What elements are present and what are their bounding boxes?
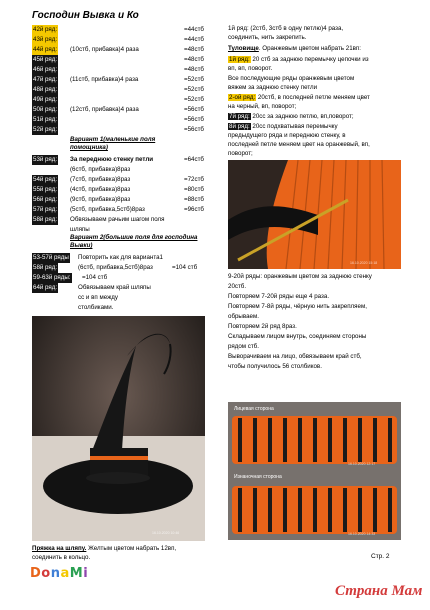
row-label: 46й ряд: xyxy=(33,66,58,73)
row2-line xyxy=(228,94,370,102)
back-timestamp: 16.10.2020 14:33 xyxy=(348,532,376,536)
row2-text: 20стб, в последней петле меняем цвет xyxy=(256,94,370,101)
row-label: 55й ряд: xyxy=(33,186,58,193)
variant1-title: Вариант 1(маленькие поля помощника) xyxy=(70,136,156,151)
row-label: 53-57й ряды xyxy=(33,254,69,261)
row-total: =56стб xyxy=(184,126,204,133)
row-label: 42й ряд: xyxy=(33,26,58,33)
row-total: =88стб xyxy=(184,196,204,203)
row-label: 51й ряд: xyxy=(33,116,58,123)
row8-line4: поворот; xyxy=(228,150,253,157)
row-label: 45й ряд: xyxy=(33,56,58,63)
row8-line2: предыдущего ряда и переднюю стенку, в xyxy=(228,132,346,139)
page-title: Господин Вывка и Ко xyxy=(32,10,139,21)
instruction-line: 9-20й ряды: оранжевым цветом за заднюю стенку xyxy=(228,273,372,280)
watermark: Страна Мам xyxy=(335,583,423,599)
row7-label: 7й ряд: xyxy=(229,113,250,120)
row-desc: (10стб, прибавка)4 раза xyxy=(70,46,139,53)
front-timestamp: 16.10.2020 12:17 xyxy=(348,462,376,466)
page-number: Стр. 2 xyxy=(371,553,390,560)
row-label: 47й ряд: xyxy=(33,76,58,83)
row7-text: 20сс за заднюю петлю, вп,поворот; xyxy=(250,113,354,120)
instruction-line: 20стб. xyxy=(228,283,247,290)
row-total: =72стб xyxy=(184,176,204,183)
row-desc: Обвязываем рачьим шагом поля xyxy=(70,216,165,223)
front-side-label: Лицевая сторона xyxy=(234,406,274,412)
logo-text: DonaMi xyxy=(30,566,89,581)
right-line2: соединить, нить закрепить. xyxy=(228,34,307,41)
row-label: 53й ряд: xyxy=(33,156,58,163)
buckle-title: Пряжка на шляпу. xyxy=(32,545,87,552)
instruction-line: Повторяем 7-8й ряды, чёрную нить закрепляем, xyxy=(228,303,367,310)
row-desc: (9стб, прибавка)8раз xyxy=(70,196,131,203)
row2-line2: на черный, вп, поворот; xyxy=(228,103,297,110)
row-label: 57й ряд: xyxy=(33,206,58,213)
row-desc: Обвязываем край шляпы xyxy=(78,284,151,291)
row-desc-cont: шляпы xyxy=(70,226,90,233)
row1-line xyxy=(228,56,369,64)
row8-text: 20сс подхватывая перемычку xyxy=(250,123,338,130)
note-line2: вяжем за заднюю стенку петли xyxy=(228,84,318,91)
row-total: =96стб xyxy=(184,206,204,213)
buckle-line1 xyxy=(32,545,176,553)
row1-line2: вп, вп, поворот. xyxy=(228,65,273,72)
row-label: 50й ряд: xyxy=(33,106,58,113)
sides-photo xyxy=(228,402,401,540)
row-total: =52стб xyxy=(184,76,204,83)
instruction-line: Складываем лицом внутрь, соединяем стороны xyxy=(228,333,367,340)
row-total: =52стб xyxy=(184,96,204,103)
row-total: =48стб xyxy=(184,56,204,63)
row-desc: (5стб, прибавка,5стб)8раз xyxy=(70,206,145,213)
row-total: =44стб xyxy=(184,36,204,43)
row1-label: 1й ряд: xyxy=(229,56,250,63)
row-label: 64й ряд: xyxy=(33,284,58,291)
row8-line xyxy=(228,123,338,131)
row8-line3: последней петле меняем цвет на оранжевый, вп, xyxy=(228,141,370,148)
row-desc-cont: сс и вп между xyxy=(78,294,118,301)
tulovishe-text: . Оранжевым цветом набрать 21вп: xyxy=(258,45,361,52)
row-label: 44й ряд: xyxy=(33,46,58,53)
back-side-label: Изнаночная сторона xyxy=(234,474,282,480)
instruction-line: обрываем. xyxy=(228,313,259,320)
instruction-line: Повторяем 2й ряд 8раз. xyxy=(228,323,297,330)
row-desc: За переднюю стенку петли xyxy=(70,156,154,163)
row-label: 58й ряд: xyxy=(33,216,58,223)
row8-label: 8й ряд: xyxy=(229,123,250,130)
hat-photo xyxy=(32,316,205,541)
hat-timestamp: 16.10.2020 10:46 xyxy=(152,531,180,535)
right-line1: 1й ряд: (2стб, 3стб в одну петлю)4 раза, xyxy=(228,25,344,32)
row-total: =104 стб xyxy=(172,264,198,271)
row1-text: 20 стб за заднюю перемычку цепочки из xyxy=(250,56,369,63)
row-total: =52стб xyxy=(184,86,204,93)
row-label: 58й ряд: xyxy=(33,264,58,271)
tulovishe-line xyxy=(228,45,361,53)
row-total: =64стб xyxy=(184,156,204,163)
row-total: =48стб xyxy=(184,46,204,53)
row-desc: (11стб, прибавка)4 раза xyxy=(70,76,139,83)
note-line1: Все последующие ряды оранжевым цветом xyxy=(228,75,355,82)
tulovishe-title: Туловище xyxy=(228,45,259,52)
instruction-line: рядом стб. xyxy=(228,343,259,350)
buckle-text: Желтым цветом набрать 12вп, xyxy=(86,545,177,552)
instruction-line: Повторяем 7-20й ряды еще 4 раза. xyxy=(228,293,330,300)
variant2-title: Вариант 2(большие поля для господина Вывки) xyxy=(70,234,198,249)
row-total: =44стб xyxy=(184,26,204,33)
row-label: 59-63й ряды: xyxy=(33,274,71,281)
knitting-timestamp: 16.10.2020 15:18 xyxy=(350,261,378,265)
row-label: 49й ряд: xyxy=(33,96,58,103)
row-total: =104 стб xyxy=(82,274,108,281)
row-label: 56й ряд: xyxy=(33,196,58,203)
row-total: =80стб xyxy=(184,186,204,193)
instruction-line: Выворачиваем на лицо, обвязываем край стб, xyxy=(228,353,362,360)
row2-label: 2-ой ряд: xyxy=(229,94,256,101)
instruction-line: чтобы получилось 56 столбиков. xyxy=(228,363,322,370)
knitting-photo xyxy=(228,160,401,269)
row-total: =56стб xyxy=(184,116,204,123)
row-label: 48й ряд: xyxy=(33,86,58,93)
row-desc: Повторить как для варианта1 xyxy=(78,254,163,261)
buckle-line2: соединить в кольцо. xyxy=(32,554,91,561)
row-label: 54й ряд: xyxy=(33,176,58,183)
row-desc: (12стб, прибавка)4 раза xyxy=(70,106,139,113)
row-total: =56стб xyxy=(184,106,204,113)
row-desc-cont: столбиками. xyxy=(78,304,114,311)
row-desc: (7стб, прибавка)8раз xyxy=(70,176,131,183)
row-total: =48стб xyxy=(184,66,204,73)
row-desc: (6стб, прибавка,5стб)8раз xyxy=(78,264,153,271)
row7-line xyxy=(228,113,354,121)
row-desc: (4стб, прибавка)8раз xyxy=(70,186,131,193)
row-label: 43й ряд: xyxy=(33,36,58,43)
row-label: 52й ряд: xyxy=(33,126,58,133)
row-desc-cont: (6стб, прибавка)8раз xyxy=(70,166,131,173)
donami-logo xyxy=(30,566,88,581)
